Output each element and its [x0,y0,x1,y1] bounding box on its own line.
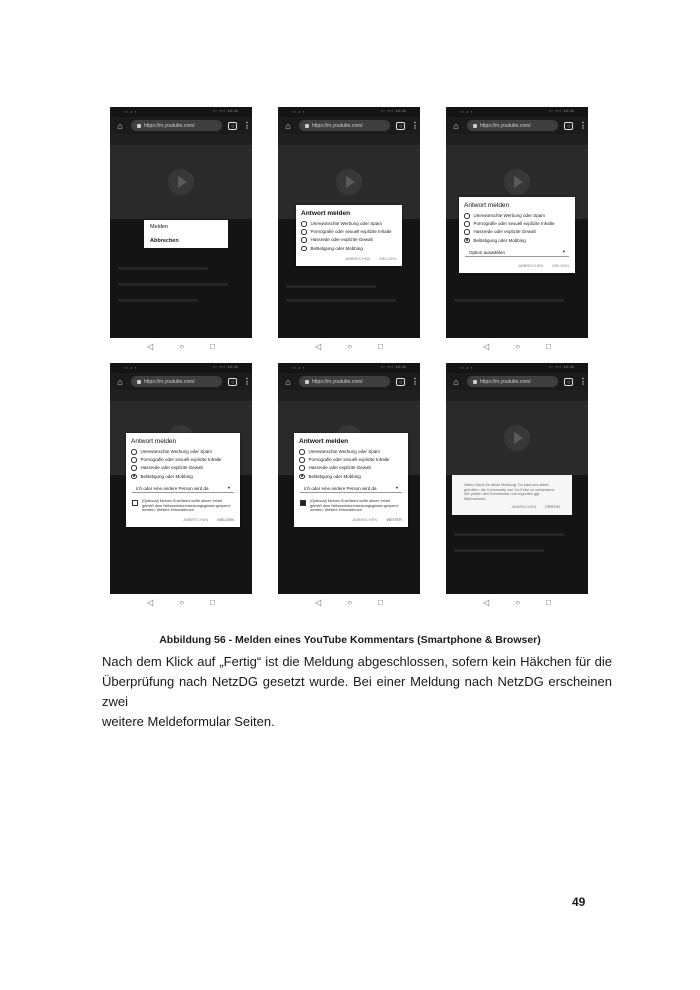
status-bar: ▪▪ ◂ ▪ ▪▪ ▪▪▪ 14:41 [292,366,406,371]
lock-icon [305,380,309,384]
recent-apps-icon[interactable]: □ [378,597,383,607]
radio[interactable] [131,449,137,455]
dialog-actions [459,259,575,273]
cancel-button[interactable]: ABBRECHEN [511,504,537,510]
radio[interactable] [299,449,305,455]
dialog-title: Antwort melden [301,210,351,217]
dialog-title: Antwort melden [464,202,510,209]
yt-header [278,390,420,401]
feed-row [118,283,228,286]
yt-header [110,134,252,145]
yt-header [278,134,420,145]
android-navbar [278,594,420,610]
confirmation-dialog [452,475,572,515]
option-spam[interactable]: Unerwünschte Werbung oder Spam [459,212,575,220]
radio[interactable] [464,221,470,227]
recent-apps-icon[interactable]: □ [210,597,215,607]
back-icon[interactable]: ◁ [315,597,322,607]
home-icon[interactable]: ⌂ [117,120,123,131]
status-bar: ▪▪ ◂ ▪ ▪▪ ▪▪▪ 14:41 [460,110,574,115]
cancel-button[interactable]: ABBRECHEN [518,263,544,269]
page-number: 49 [572,895,586,909]
radio-selected[interactable] [464,238,470,244]
option-spam[interactable]: Unerwünschte Werbung oder Spam [296,220,402,228]
cancel-button[interactable]: ABBRECHEN [345,256,371,262]
menu-icon[interactable]: ⋮ [411,376,419,386]
option-porn[interactable]: Pornografie oder sexuell explizite Inhalte [294,456,408,464]
status-bar: ▪▪ ◂ ▪ ▪▪ ▪▪▪ 14:41 [460,366,574,371]
recent-apps-icon[interactable]: □ [210,341,215,351]
screenshot-1 [110,107,252,354]
yt-header [110,390,252,401]
radio[interactable] [299,465,305,471]
browser-toolbar [446,373,588,390]
android-navbar [446,594,588,610]
tabs-icon[interactable]: :) [396,378,405,386]
lock-icon [137,124,141,128]
option-porn[interactable]: Pornografie oder sexuell explizite Inhalte [296,228,402,236]
radio[interactable] [301,246,307,252]
menu-icon[interactable]: ⋮ [579,376,587,386]
android-navbar [110,338,252,354]
tabs-icon[interactable]: :) [228,378,237,386]
url-bar[interactable]: https://m.youtube.com/ [299,120,390,131]
lock-icon [305,124,309,128]
netzdg-checkbox[interactable] [132,500,138,506]
radio[interactable] [131,465,137,471]
video-player[interactable] [446,401,588,475]
back-icon[interactable]: ◁ [483,341,490,351]
browser-toolbar [446,117,588,134]
url-bar[interactable]: https://m.youtube.com/ [467,376,558,387]
confirmation-text: Vielen Dank für deine Meldung. Du hast uns dabei geholfen, die Community von YouTube zu verbessern. Wir prüfen den Kommentar und ergreifen ggf. Maßnahmen. [464,483,556,501]
feed-row [286,299,396,302]
home-nav-icon[interactable]: ○ [347,597,353,607]
option-spam[interactable]: Unerwünschte Werbung oder Spam [126,448,240,456]
menu-icon[interactable]: ⋮ [243,120,251,130]
recent-apps-icon[interactable]: □ [378,341,383,351]
yt-header [446,134,588,145]
option-porn[interactable]: Pornografie oder sexuell explizite Inhalte [459,220,575,228]
url-bar[interactable]: https://m.youtube.com/ [467,120,558,131]
report-dialog [296,205,402,266]
home-icon[interactable]: ⌂ [285,376,291,387]
back-icon[interactable]: ◁ [147,597,154,607]
figure-caption: Abbildung 56 - Melden eines YouTube Kommentars (Smartphone & Browser) [159,634,541,646]
browser-toolbar [110,117,252,134]
dropdown-icon: ▾ [227,485,230,491]
play-icon[interactable] [336,169,362,195]
menu-item-cancel[interactable]: Abbrechen [150,238,179,244]
done-button[interactable]: FERTIG [545,504,560,510]
url-bar[interactable]: https://m.youtube.com/ [131,120,222,131]
recent-apps-icon[interactable]: □ [546,597,551,607]
home-nav-icon[interactable]: ○ [515,597,521,607]
option-hate[interactable]: Hassrede oder explizite Gewalt [459,228,575,236]
back-icon[interactable]: ◁ [147,341,154,351]
netzdg-checkbox-checked[interactable] [300,500,306,506]
tabs-icon[interactable]: :) [564,378,573,386]
dialog-actions [296,252,402,266]
back-icon[interactable]: ◁ [483,597,490,607]
home-nav-icon[interactable]: ○ [347,341,353,351]
home-nav-icon[interactable]: ○ [179,341,185,351]
screenshot-5 [278,363,420,610]
feed-row [118,299,198,302]
radio[interactable] [301,221,307,227]
report-button[interactable]: MELDEN [217,516,234,522]
option-bullying[interactable]: Belästigung oder Mobbing [296,244,402,252]
yt-header [446,390,588,401]
body-line: Nach dem Klick auf „Fertig“ ist die Meldung abgeschlossen, sofern kein Häkchen für die [102,654,612,669]
reason-select[interactable]: Ich oder eine andere Person wird da ▾ [132,484,234,493]
body-line: weitere Meldeformular Seiten. [102,714,275,729]
url-bar[interactable]: https://m.youtube.com/ [299,376,390,387]
menu-icon[interactable]: ⋮ [579,120,587,130]
home-nav-icon[interactable]: ○ [515,341,521,351]
option-hate[interactable]: Hassrede oder explizite Gewalt [296,236,402,244]
browser-toolbar [110,373,252,390]
option-bullying[interactable]: Belästigung oder Mobbing [459,236,575,244]
report-button[interactable]: MELDEN [379,256,396,262]
dialog-actions [126,513,240,527]
menu-icon[interactable]: ⋮ [243,376,251,386]
radio[interactable] [131,457,137,463]
comment-menu [144,220,228,248]
dropdown-icon: ▾ [562,249,565,255]
radio[interactable] [301,229,307,235]
dialog-actions [294,513,408,527]
dropdown-icon: ▾ [395,485,398,491]
tabs-icon[interactable]: :) [396,122,405,130]
screenshot-6 [446,363,588,610]
feed-row [454,549,544,552]
android-navbar [278,338,420,354]
back-icon[interactable]: ◁ [315,341,322,351]
url-bar[interactable]: https://m.youtube.com/ [131,376,222,387]
home-icon[interactable]: ⌂ [453,120,459,131]
video-player[interactable] [110,145,252,219]
radio[interactable] [301,237,307,243]
cancel-button[interactable]: ABBRECHEN [183,516,209,522]
report-dialog [126,433,240,527]
dialog-actions [464,501,560,512]
option-hate[interactable]: Hassrede oder explizite Gewalt [294,464,408,472]
netzdg-check-row[interactable]: (Optional) Meines Erachtens sollte dieser Inhalt gemäß dem Netzwerkdurchsetzungsgesetz gesperrt werden. Weitere Informationen [294,495,408,512]
reason-select[interactable]: Ich oder eine andere Person wird da ▾ [300,484,402,493]
lock-icon [473,124,477,128]
cancel-button[interactable]: ABBRECHEN [352,516,378,522]
netzdg-check-row[interactable]: (Optional) Meines Erachtens sollte dieser Inhalt gemäß dem Netzwerkdurchsetzungsgesetz gesperrt werden. Weitere Informationen [126,495,240,512]
home-icon[interactable]: ⌂ [117,376,123,387]
browser-toolbar [278,373,420,390]
body-line: Überprüfung nach NetzDG gesetzt wurde. Bei einer Meldung nach NetzDG erscheinen zwei [102,674,612,709]
play-icon[interactable] [504,169,530,195]
option-bullying[interactable]: Belästigung oder Mobbing [294,472,408,480]
home-icon[interactable]: ⌂ [453,376,459,387]
radio[interactable] [299,457,305,463]
home-icon[interactable]: ⌂ [285,120,291,131]
recent-apps-icon[interactable]: □ [546,341,551,351]
play-icon[interactable] [168,169,194,195]
option-bullying[interactable]: Belästigung oder Mobbing [126,472,240,480]
report-dialog [459,197,575,273]
next-button[interactable]: WEITER [386,516,402,522]
feed-row [454,299,564,302]
feed-row [286,285,376,288]
option-spam[interactable]: Unerwünschte Werbung oder Spam [294,448,408,456]
screenshot-4 [110,363,252,610]
reason-select[interactable]: Option auswählen ▾ [465,248,569,257]
report-dialog [294,433,408,527]
radio[interactable] [464,213,470,219]
status-bar: ▪▪ ◂ ▪ ▪▪ ▪▪▪ 14:41 [292,110,406,115]
screenshot-3 [446,107,588,354]
dialog-title: Antwort melden [131,438,177,445]
tabs-icon[interactable]: :) [564,122,573,130]
body-paragraph [102,652,612,732]
status-bar: ▪▪ ◂ ▪ ▪▪ ▪▪▪ 14:41 [124,366,238,371]
lock-icon [473,380,477,384]
feed-row [118,267,208,270]
radio[interactable] [464,229,470,235]
menu-icon[interactable]: ⋮ [411,120,419,130]
menu-item-report[interactable]: Melden [150,224,169,230]
android-navbar [446,338,588,354]
radio-selected[interactable] [131,474,137,480]
android-navbar [110,594,252,610]
play-icon[interactable] [504,425,530,451]
home-nav-icon[interactable]: ○ [179,597,185,607]
tabs-icon[interactable]: :) [228,122,237,130]
dialog-title: Antwort melden [299,438,349,445]
option-hate[interactable]: Hassrede oder explizite Gewalt [126,464,240,472]
radio-selected[interactable] [299,474,305,480]
lock-icon [137,380,141,384]
status-bar: ▪▪ ◂ ▪ ▪▪ ▪▪▪ 14:41 [124,110,238,115]
feed-row [454,533,564,536]
screenshot-2 [278,107,420,354]
option-porn[interactable]: Pornografie oder sexuell explizite Inhalte [126,456,240,464]
browser-toolbar [278,117,420,134]
report-button[interactable]: MELDEN [552,263,569,269]
